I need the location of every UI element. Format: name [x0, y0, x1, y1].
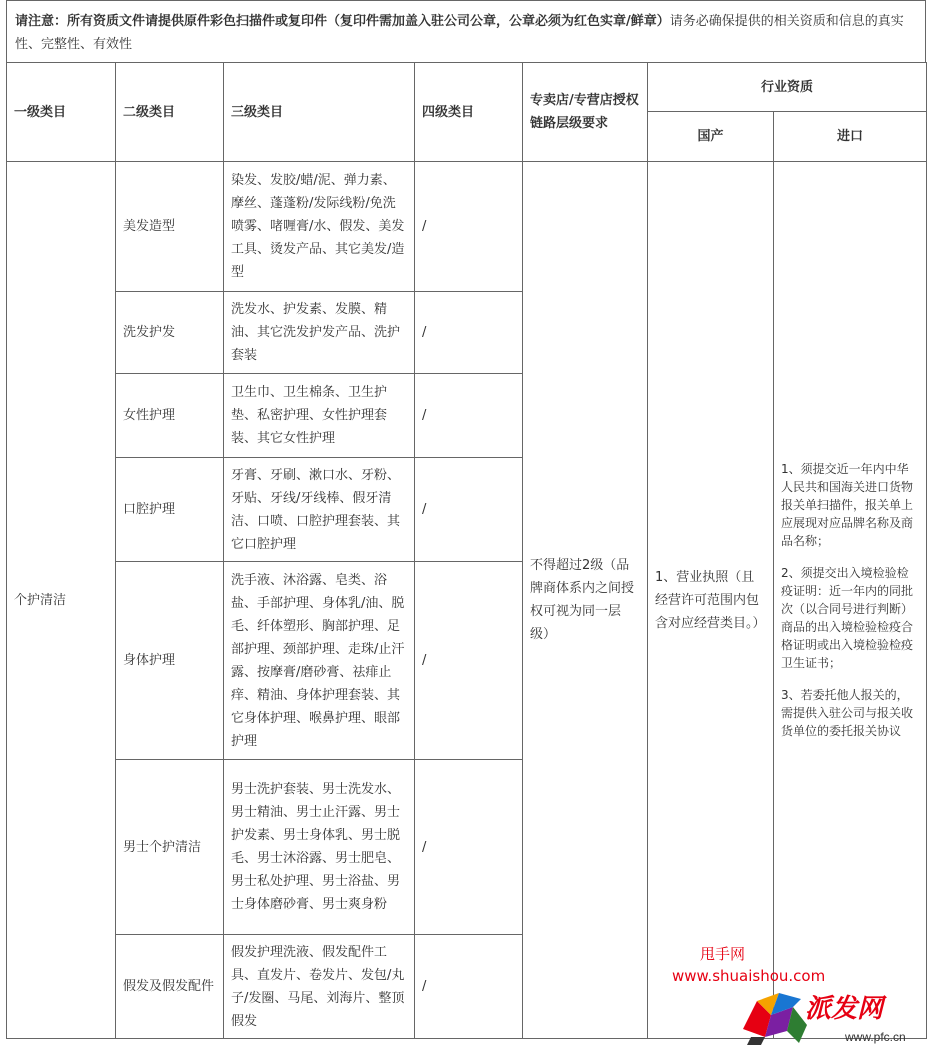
- level2-cell: 洗发护发: [116, 292, 224, 374]
- level3-cell: 牙膏、牙刷、漱口水、牙粉、牙贴、牙线/牙线棒、假牙清洁、口喷、口腔护理套装、其它口腔护理: [224, 458, 415, 562]
- svg-text:www.pfc.cn: www.pfc.cn: [845, 1030, 906, 1044]
- header-level1: 一级类目: [7, 63, 116, 162]
- level4-cell: /: [415, 292, 523, 374]
- level2-cell: 假发及假发配件: [116, 935, 224, 1039]
- category-table: [6, 62, 927, 1039]
- header-level4: 四级类目: [415, 63, 523, 162]
- document-page: [6, 0, 926, 1039]
- watermark-url: www.shuaishou.com: [672, 967, 826, 985]
- notice-banner: [6, 0, 926, 62]
- domestic-cell: 1、营业执照（且经营许可范围内包含对应经营类目。）: [648, 162, 774, 1039]
- level4-cell: /: [415, 562, 523, 760]
- table-row: [7, 162, 927, 292]
- svg-text:派发网: 派发网: [805, 994, 884, 1023]
- level2-cell: 美发造型: [116, 162, 224, 292]
- header-domestic: 国产: [648, 112, 774, 162]
- level3-cell: 卫生巾、卫生棉条、卫生护垫、私密护理、女性护理套装、其它女性护理: [224, 374, 415, 458]
- level1-cell: 个护清洁: [7, 162, 116, 1039]
- level3-cell: 男士洗护套装、男士洗发水、男士精油、男士止汗露、男士护发素、男士身体乳、男士脱毛、男士沐浴露、男士肥皂、男士私处护理、男士浴盐、男士身体磨砂膏、男士爽身粉: [224, 760, 415, 935]
- level2-cell: 男士个护清洁: [116, 760, 224, 935]
- level2-cell: 身体护理: [116, 562, 224, 760]
- notice-bold-text: 请注意：所有资质文件请提供原件彩色扫描件或复印件（复印件需加盖入驻公司公章，公章必须为红色实章/鲜章）: [15, 14, 670, 29]
- level4-cell: /: [415, 162, 523, 292]
- level4-cell: /: [415, 935, 523, 1039]
- level2-cell: 口腔护理: [116, 458, 224, 562]
- level3-cell: 假发护理洗液、假发配件工具、直发片、卷发片、发包/丸子/发圈、马尾、刘海片、整顶假发: [224, 935, 415, 1039]
- header-level2: 二级类目: [116, 63, 224, 162]
- level2-cell: 女性护理: [116, 374, 224, 458]
- level3-cell: 洗发水、护发素、发膜、精油、其它洗发护发产品、洗护套装: [224, 292, 415, 374]
- level4-cell: /: [415, 458, 523, 562]
- level4-cell: /: [415, 374, 523, 458]
- imported-cell: [774, 162, 927, 1039]
- imported-item-3: 3、若委托他人报关的，需提供入驻公司与报关收货单位的委托报关协议: [781, 688, 914, 738]
- site-logo: [735, 985, 925, 1047]
- imported-item-1: 1、须提交近一年内中华人民共和国海关进口货物报关单扫描件，报关单上应展现对应品牌名称及商品名称；: [781, 462, 914, 548]
- level4-cell: /: [415, 760, 523, 935]
- level3-cell: 染发、发胶/蜡/泥、弹力素、摩丝、蓬蓬粉/发际线粉/免洗喷雾、啫喱膏/水、假发、美发工具、烫发产品、其它美发/造型: [224, 162, 415, 292]
- imported-item-2: 2、须提交出入境检验检疫证明：近一年内的同批次（以合同号进行判断）商品的出入境检验检疫合格证明或出入境检验检疫卫生证书；: [781, 566, 914, 670]
- header-auth: 专卖店/专营店授权链路层级要求: [523, 63, 648, 162]
- watermark-title: 甩手网: [700, 945, 746, 963]
- header-imported: 进口: [774, 112, 927, 162]
- level3-cell: 洗手液、沐浴露、皂类、浴盐、手部护理、身体乳/油、脱毛、纤体塑形、胸部护理、足部护理、颈部护理、走珠/止汗露、按摩膏/磨砂膏、祛痱止痒、精油、身体护理套装、其它身体护理、喉鼻护理、眼部护理: [224, 562, 415, 760]
- auth-cell: 不得超过2级（品牌商体系内之间授权可视为同一层级）: [523, 162, 648, 1039]
- notice-text: 请务必确保提供的相关资质和信息的真实性、完整性、有效性: [15, 14, 904, 52]
- header-level3: 三级类目: [224, 63, 415, 162]
- header-industry: 行业资质: [648, 63, 927, 112]
